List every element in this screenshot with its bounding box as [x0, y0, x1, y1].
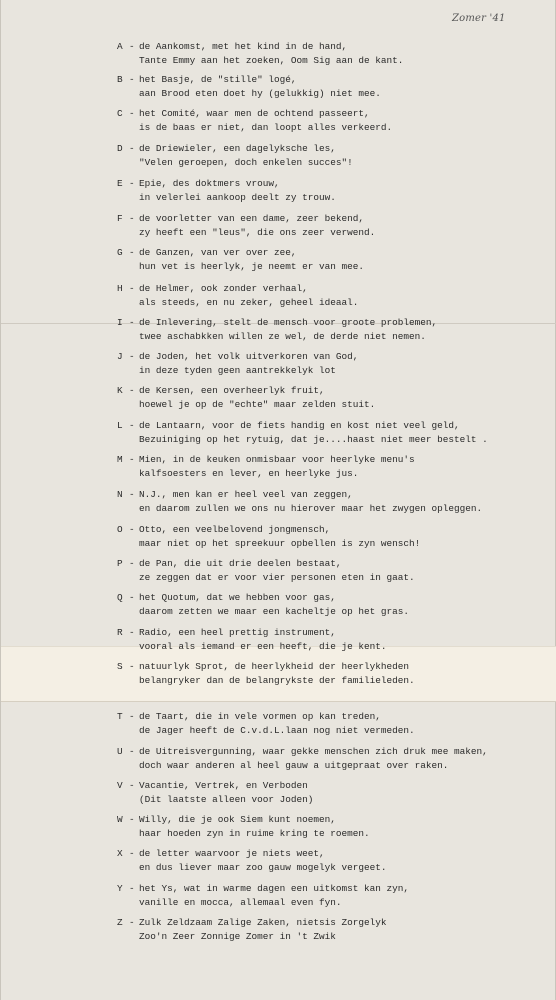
entry-letter: I [117, 317, 123, 328]
entry-line-1: de Inlevering, stelt de mensch voor groote problemen, [139, 317, 438, 328]
entry-line-1: de Uitreisvergunning, waar gekke menschen zich druk mee maken, [139, 746, 488, 757]
entry-letter: M [117, 454, 123, 465]
entry-dash: - [129, 524, 135, 535]
entry-line-2: doch waar anderen al heel gauw a uitgepraat over raken. [139, 760, 449, 771]
entry-letter: D [117, 143, 123, 154]
entry-line-1: Vacantie, Vertrek, en Verboden [139, 780, 308, 791]
entry-line-2: hun vet is heerlyk, je neemt er van mee. [139, 261, 365, 272]
entry-line-1: de letter waarvoor je niets weet, [139, 848, 325, 859]
entry-dash: - [129, 351, 135, 362]
entry-line-2: en daarom zullen we ons nu hierover maar het zwygen opleggen. [139, 503, 483, 514]
entry-line-2: haar hoeden zyn in ruime kring te roemen. [139, 828, 370, 839]
entry-dash: - [129, 489, 135, 500]
entry-line-2: belangryker dan de belangrykste der familieleden. [139, 675, 415, 686]
entry-line-1: de Lantaarn, voor de fiets handig en kost niet veel geld, [139, 420, 460, 431]
entry-line-2: hoewel je op de "echte" maar zelden stuit. [139, 399, 376, 410]
entry-dash: - [129, 883, 135, 894]
entry-line-2: Bezuiniging op het rytuig, dat je....haast niet meer bestelt . [139, 434, 488, 445]
entry-line-2: ze zeggen dat er voor vier personen eten in gaat. [139, 572, 415, 583]
entry-letter: X [117, 848, 123, 859]
entry-letter: B [117, 74, 123, 85]
entry-line-1: Zulk Zeldzaam Zalige Zaken, nietsis Zorgelyk [139, 917, 387, 928]
entry-dash: - [129, 917, 135, 928]
entry-letter: J [117, 351, 123, 362]
entry-line-2: aan Brood eten doet hy (gelukkig) niet mee. [139, 88, 381, 99]
entry-letter: L [117, 420, 123, 431]
entry-letter: O [117, 524, 123, 535]
entry-line-2: in velerlei aankoop deelt zy trouw. [139, 192, 336, 203]
entry-dash: - [129, 74, 135, 85]
entry-letter: P [117, 558, 123, 569]
entry-letter: E [117, 178, 123, 189]
entry-line-1: het Quotum, dat we hebben voor gas, [139, 592, 336, 603]
entry-dash: - [129, 143, 135, 154]
entry-line-2: de Jager heeft de C.v.d.L.laan nog niet vermeden. [139, 725, 415, 736]
entry-line-2: Zoo'n Zeer Zonnige Zomer in 't Zwik [139, 931, 336, 942]
entry-letter: H [117, 283, 123, 294]
entry-line-2: twee aschabkken willen ze wel, de derde niet nemen. [139, 331, 426, 342]
entry-line-1: de Pan, die uit drie deelen bestaat, [139, 558, 342, 569]
entry-line-1: de voorletter van een dame, zeer bekend, [139, 213, 365, 224]
entry-dash: - [129, 558, 135, 569]
entry-line-2: vanille en mocca, allemaal even fyn. [139, 897, 342, 908]
entry-line-1: de Aankomst, met het kind in de hand, [139, 41, 348, 52]
entry-letter: K [117, 385, 123, 396]
entry-dash: - [129, 213, 135, 224]
entry-letter: Z [117, 917, 123, 928]
entry-dash: - [129, 746, 135, 757]
entry-dash: - [129, 848, 135, 859]
entry-dash: - [129, 454, 135, 465]
entry-line-2: Tante Emmy aan het zoeken, Oom Sig aan de kant. [139, 55, 404, 66]
entry-letter: G [117, 247, 123, 258]
entry-letter: R [117, 627, 123, 638]
entry-line-1: het Ys, wat in warme dagen een uitkomst kan zyn, [139, 883, 410, 894]
entry-letter: F [117, 213, 123, 224]
entry-line-2: daarom zetten we maar een kacheltje op het gras. [139, 606, 410, 617]
entry-line-2: in deze tyden geen aantrekkelyk lot [139, 365, 336, 376]
entry-letter: W [117, 814, 123, 825]
entry-dash: - [129, 711, 135, 722]
entry-line-1: Epie, des doktmers vrouw, [139, 178, 280, 189]
entry-line-1: de Taart, die in vele vormen op kan treden, [139, 711, 381, 722]
entry-dash: - [129, 592, 135, 603]
entry-line-2: "Velen geroepen, doch enkelen succes"! [139, 157, 353, 168]
entry-line-2: en dus liever maar zoo gauw mogelyk vergeet. [139, 862, 387, 873]
entry-dash: - [129, 317, 135, 328]
entry-line-1: de Joden, het volk uitverkoren van God, [139, 351, 359, 362]
entry-letter: S [117, 661, 123, 672]
entry-letter: C [117, 108, 123, 119]
entry-dash: - [129, 814, 135, 825]
entry-line-1: Radio, een heel prettig instrument, [139, 627, 336, 638]
entry-line-2: vooral als iemand er een heeft, die je kent. [139, 641, 387, 652]
entry-dash: - [129, 247, 135, 258]
entry-letter: Y [117, 883, 123, 894]
entry-line-1: N.J., men kan er heel veel van zeggen, [139, 489, 353, 500]
entry-dash: - [129, 108, 135, 119]
entry-line-1: Otto, een veelbelovend jongmensch, [139, 524, 331, 535]
entry-dash: - [129, 661, 135, 672]
entry-letter: T [117, 711, 123, 722]
entry-dash: - [129, 41, 135, 52]
entry-line-1: de Helmer, ook zonder verhaal, [139, 283, 308, 294]
entry-line-1: Mien, in de keuken onmisbaar voor heerlyke menu's [139, 454, 415, 465]
entry-line-2: (Dit laatste alleen voor Joden) [139, 794, 314, 805]
entry-letter: A [117, 41, 123, 52]
entry-dash: - [129, 420, 135, 431]
entry-line-1: het Comité, waar men de ochtend passeert, [139, 108, 370, 119]
entry-line-2: zy heeft een "leus", die ons zeer verwend. [139, 227, 376, 238]
entry-line-1: het Basje, de "stille" logé, [139, 74, 297, 85]
entry-line-2: als steeds, en nu zeker, geheel ideaal. [139, 297, 359, 308]
entry-letter: Q [117, 592, 123, 603]
entry-line-2: kalfsoesters en lever, en heerlyke jus. [139, 468, 359, 479]
entry-dash: - [129, 780, 135, 791]
entry-line-1: de Kersen, een overheerlyk fruit, [139, 385, 325, 396]
entry-line-1: de Ganzen, van ver over zee, [139, 247, 297, 258]
handwritten-date-note: Zomer '41 [452, 13, 506, 24]
entry-letter: V [117, 780, 123, 791]
entry-dash: - [129, 627, 135, 638]
entry-letter: U [117, 746, 123, 757]
entry-dash: - [129, 178, 135, 189]
entry-line-1: Willy, die je ook Siem kunt noemen, [139, 814, 336, 825]
entry-line-2: maar niet op het spreekuur opbellen is zyn wensch! [139, 538, 421, 549]
entry-line-1: natuurlyk Sprot, de heerlykheid der heerlykheden [139, 661, 410, 672]
entry-dash: - [129, 283, 135, 294]
entry-letter: N [117, 489, 123, 500]
entry-dash: - [129, 385, 135, 396]
entry-line-2: is de baas er niet, dan loopt alles verkeerd. [139, 122, 393, 133]
entry-line-1: de Driewieler, een dagelyksche les, [139, 143, 336, 154]
